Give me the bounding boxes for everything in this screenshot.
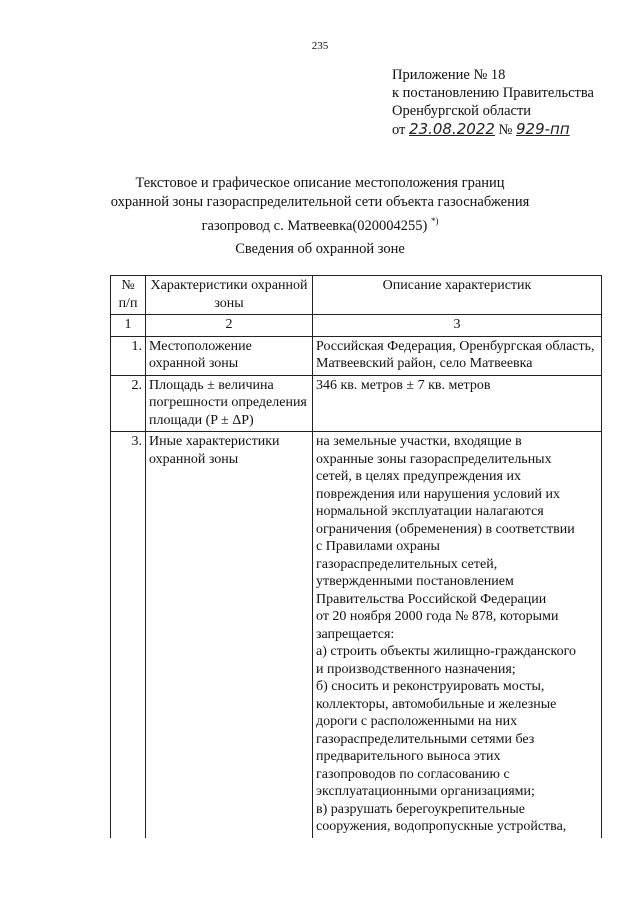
section-subtitle: Сведения об охранной зоне (235, 241, 405, 257)
description-line: от 20 ноября 2000 года № 878, которыми (316, 609, 559, 624)
description-line: на земельные участки, входящие в (316, 434, 522, 449)
table-row (111, 336, 602, 375)
handwritten-date: 23.08.2022 (409, 120, 495, 138)
appendix-line-1: Приложение № 18 (392, 67, 506, 83)
title-line-3-text: газопровод с. Матвеевка(020004255) (201, 217, 428, 234)
row-characteristic: Иные характеристики охранной зоны (146, 432, 313, 838)
table-numbering-row (111, 315, 602, 337)
description-line: газопроводов по согласованию с (316, 766, 510, 782)
row-characteristic: Площадь ± величина погрешности определения площади (P ± ΔP) (146, 375, 313, 432)
description-line: утвержденными постановлением (316, 574, 514, 589)
row-characteristic: Местоположение охранной зоны (146, 336, 313, 375)
appendix-line-2: к постановлению Правительства (392, 85, 594, 101)
description-line: б) сносить и реконструировать мосты, (316, 679, 545, 694)
row-description: 346 кв. метров ± 7 кв. метров (313, 375, 602, 432)
page-number: 235 (311, 40, 329, 52)
handwritten-number: 929-пп (516, 120, 570, 138)
numbering-cell-2: 2 (146, 315, 313, 337)
title-line-1: Текстовое и графическое описание местоположения границ (135, 175, 505, 191)
appendix-date-line (392, 120, 594, 139)
description-line: эксплуатационными организациями; (316, 784, 535, 799)
date-prefix: от (392, 122, 406, 138)
row-number: 3. (111, 432, 146, 838)
table-row (111, 432, 602, 838)
description-line: сооружения, водопропускные устройства, (316, 819, 567, 834)
numbering-cell-1: 1 (111, 315, 146, 337)
table-header-row (111, 276, 602, 315)
header-number: № п/п (111, 276, 146, 315)
description-line: с Правилами охраны (316, 539, 440, 554)
number-prefix: № (498, 122, 513, 138)
description-line: а) строить объекты жилищно-гражданского (316, 644, 576, 659)
header-description: Описание характеристик (313, 276, 602, 315)
footnote-mark: *) (430, 216, 439, 226)
title-line-3 (0, 212, 640, 236)
description-line: сетей, в целях предупреждения их (316, 469, 521, 484)
appendix-header (392, 66, 594, 139)
row-number: 1. (111, 336, 146, 375)
table-row (111, 375, 602, 432)
description-line: нормальной эксплуатации налагаются (316, 504, 544, 519)
description-line: повреждения или нарушения условий их (316, 486, 560, 502)
numbering-cell-3: 3 (313, 315, 602, 337)
description-line: в) разрушать берегоукрепительные (316, 801, 526, 817)
zone-info-table (110, 275, 602, 838)
description-line: ограничения (обременения) в соответствии (316, 521, 575, 537)
row-number: 2. (111, 375, 146, 432)
row-description: Российская Федерация, Оренбургская область, Матвеевский район, село Матвеевка (313, 336, 602, 375)
document-title (0, 174, 640, 236)
description-line: предварительного выноса этих (316, 749, 501, 764)
description-line: дороги с расположенными на них (316, 714, 518, 729)
appendix-line-3: Оренбургской области (392, 103, 532, 119)
description-line: и производственного назначения; (316, 661, 516, 677)
row-description (313, 432, 602, 838)
description-line: коллекторы, автомобильные и железные (316, 696, 557, 712)
description-line: газораспределительных сетей, (316, 556, 498, 572)
header-characteristic: Характеристики охранной зоны (146, 276, 313, 315)
title-line-2: охранной зоны газораспределительной сети объекта газоснабжения (110, 194, 530, 210)
description-line: запрещается: (316, 626, 395, 642)
description-line: Правительства Российской Федерации (316, 591, 547, 607)
description-line: газораспределительными сетями без (316, 731, 535, 747)
description-line: охранные зоны газораспределительных (316, 451, 552, 467)
